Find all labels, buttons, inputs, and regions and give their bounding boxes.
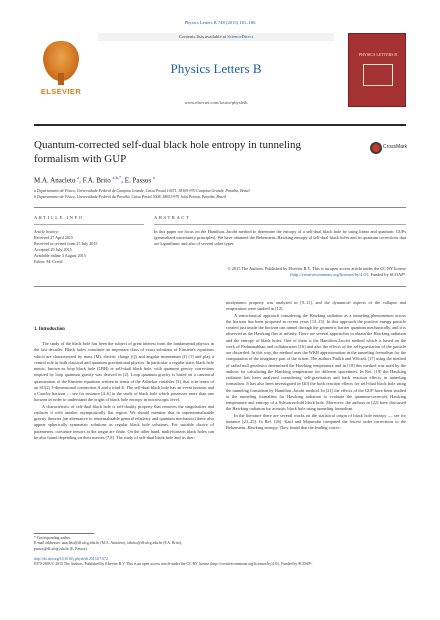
license-statement: 0370-2693/© 2015 The Authors. Published by Elsevier B.V. This is an open access article under the CC BY license (http://creativecommons.org/licenses/by/4.0/). Funded by SCOAP³. [34,562,313,567]
author-affiliation-mark[interactable]: a,b,* [112,175,122,180]
contents-line [98,33,334,41]
copyright-text: © 2015 The Authors. Published by Elsevier B.V. This is an open access article under the CC BY license [227,266,406,271]
body-rule [34,286,406,287]
author-separator: , [79,176,83,185]
history-line: Editor: M. Cvetič [34,259,63,264]
author-name[interactable]: M.A. Anacleto [34,176,76,185]
section-rule [34,207,406,208]
left-column-text [34,341,214,441]
footnotes [34,536,214,552]
corresponding-author-note: * Corresponding author. [34,536,71,540]
paragraph: In the literature there are several works on the statistical origin of black hole entropy — see for instance [23–25]. In Ref. [26], Kaul and Majumdar computed the lowest order corrections to the Bekenstein–Hawking entropy. They found that the leading correc- [226,412,406,430]
crossmark-icon [370,142,382,154]
journal-title[interactable]: Physics Letters B [170,61,262,76]
abstract-heading: ABSTRACT [154,215,191,220]
article-history [34,229,144,265]
journal-masthead [34,33,406,117]
affiliation-item: a Departamento de Física, Universidade Federal de Campina Grande, Caixa Postal 10071, 58109-970 Campina Grande, Paraíba, Brazil [34,189,250,193]
author-list [34,175,406,184]
paragraph: A characteristic of self-dual black hole is self-duality property that removes the singularities and replaces it with another asymptotically flat region. We should mention that in supernormalizable gravity theories (an alternative to renormalizable general relativity and quantum mechanics) there also appear spherically symmetric solutions as regular black hole solutions. For suitable choice of parameters, curvature tensors at the origin are finite. On the other hand, multi-horizon black holes can be also found depending on their masses [7,8]. The study of self-dual black hole and its ther- [34,403,214,440]
license-link[interactable]: (http://creativecommons.org/licenses/by/4.0/). [290,272,370,278]
email-addresses[interactable]: E-mail addresses: anacleto@df.ufcg.edu.br (M.A. Anacleto), fabrito@df.ufcg.edu.br (F.A. Brito), passos@df.ufcg.edu.br (E. Passos). [34,541,182,551]
cover-frame [363,64,393,86]
history-line: Received in revised form 27 July 2015 [34,241,98,246]
sciencedirect-link[interactable]: ScienceDirect [227,34,253,39]
copyright-notice [154,266,406,278]
masthead-center [98,33,334,117]
contents-prefix: Contents lists available at [179,34,228,39]
elsevier-wordmark: ELSEVIER [40,87,82,96]
elsevier-logo[interactable] [34,37,88,103]
crossmark-badge[interactable] [370,140,410,158]
paragraph: A semiclassical approach considering the Hawking radiation as a tunneling phenomenon across the horizon has been proposed in recent years [13–15]. In this approach the positive energy particle created just inside the horizon can tunnel through the geometric barrier quantum mechanically, and it is observed as the Hawking flux at infinity. There are several approaches to obtain the Hawking radiation and the entropy of black holes. One of them is the Hamilton–Jacobi method which is based on the work of Padmanabhan and collaborators [16] and also the effects of the self-gravitation of the particle are discarded. In this way, the method uses the WKB approximation in the tunneling formalism for the computation of the imaginary part of the action. The authors Parikh and Wilczek [17] using the method of radial null geodesics determined the Hawking temperature and in [18] this method was used by the authors for calculating the Hawking temperature for different spacetimes. In Ref. [19] the Hawking radiation has been analyzed considering self-gravitation and back reaction effects in tunneling formalism. It has also been investigated in [20] the back reaction effects for self-dual black hole using the tunneling formalism by Hamilton–Jacobi method. In [21] the effects of the GUP have been studied in the tunneling formalism for Hawking radiation to evaluate the quantum-corrected Hawking temperature and entropy of a Schwarzschild black hole. Moreover, the authors in [22] have discussed the Hawking radiation for acoustic black hole using tunneling formalism. [226,312,406,412]
abstract-rule [154,224,406,225]
article-info-rule [34,224,144,225]
paragraph: The study of the black hole has been the subject of great interest from the fundamental physics in the last decades. Black holes constitute an important class of exact solutions of Einstein's equations which are characterized by mass (M), electric charge (Q) and angular momentum (J) [1] and play a central role in both classical and quantum gravitational physics. In particular a regular static black hole metric, known as loop black hole (LBH) or self-dual black hole, with quantum gravity corrections inspired by loop quantum gravity was derived in [2]. Loop quantum gravity is based on a canonical quantization of the Einstein equations written in terms of the Ashtekar variables [3], that is in terms of an SU(2) 3-dimensional connection A and a triad E. The self-dual black hole has an event horizon and a Cauchy horizon — see for instance [4–6] to the study of black hole which possesses more than one horizon in order to understand the origin of black hole entropy in microscopic level. [34,341,214,403]
author-name[interactable]: F.A. Brito [82,176,111,185]
section-heading-introduction: 1. Introduction [34,327,65,332]
doi-link[interactable]: http://dx.doi.org/10.1016/j.physletb.2015.07.072 [34,557,108,561]
abstract-text: In this paper we focus on the Hamilton–Jacobi method to determine the entropy of a self-dual black hole by using linear and quadratic GUPs (generalized uncertainty principles). We have obtained the Bekenstein–Hawking entropy of self-dual black holes and its quantum corrections that are logarithmic and also of several other types. [154,229,406,247]
article-info-heading: ARTICLE INFO [34,215,84,220]
journal-cover-thumbnail[interactable] [348,33,406,107]
history-line: Accepted 29 July 2015 [34,247,72,252]
crossmark-label: CrossMark [383,144,408,150]
journal-reference[interactable]: Physics Letters B 748 (2015) 181–186 [184,20,256,25]
bottom-info [34,557,406,568]
affiliation-item: b Departamento de Física, Universidade Federal da Paraíba, Caixa Postal 5008, 58051-970 João Pessoa, Paraíba, Brazil [34,195,226,199]
cover-title: PHYSICS LETTERS B [358,52,398,57]
author-affiliation-mark[interactable]: a [152,175,155,180]
author-separator: , [121,176,125,185]
article-title: Quantum-corrected self-dual black hole entropy in tunneling formalism with GUP [34,139,301,165]
header-rule [34,124,406,126]
history-line: Available online 3 August 2015 [34,253,86,258]
author-name[interactable]: E. Passos [124,176,152,185]
article-history-title: Article history: [34,229,59,234]
elsevier-trunk-icon [58,73,64,85]
paragraph: modynamic property was analyzed in [9–11], and the dynamical aspects of the collapse and evaporation were studied in [12]. [226,300,406,312]
affiliations [34,188,406,200]
footnote-rule [34,533,94,534]
author-affiliation-mark[interactable]: a [77,175,80,180]
right-column-text [226,300,406,431]
funding-text: Funded by SCOAP³. [369,272,406,278]
history-line: Received 27 April 2015 [34,235,73,240]
journal-homepage-link[interactable]: www.elsevier.com/locate/physletb [184,100,248,105]
